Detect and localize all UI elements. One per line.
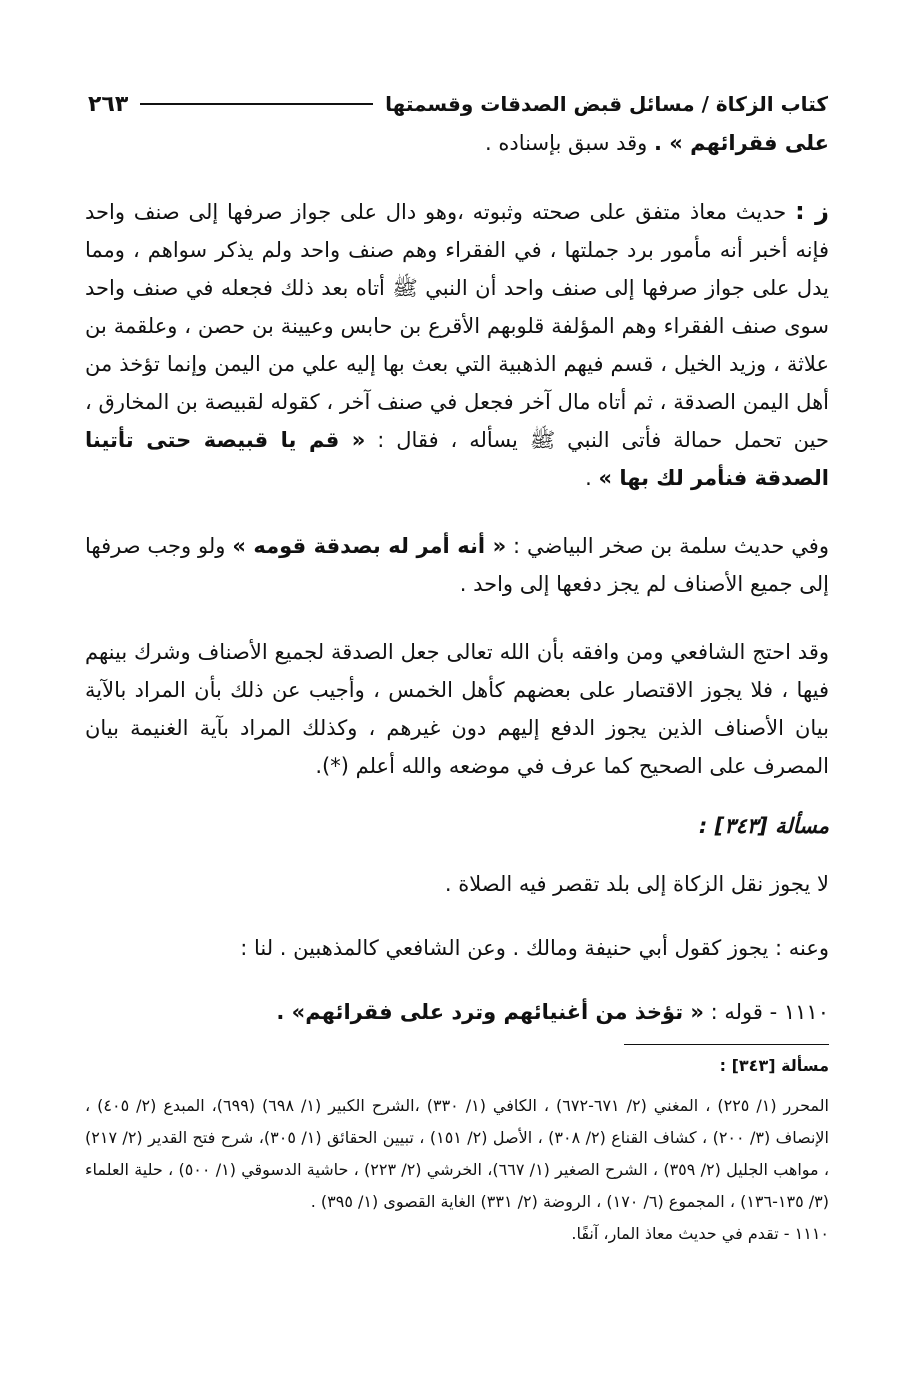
hadith-quote: « أنه أمر له بصدقة قومه »: [232, 534, 507, 558]
footnote-heading: مسألة [٣٤٣] :: [719, 1056, 829, 1075]
footnote-1110: ١١١٠ - تقدم في حديث معاذ المار، آنفًا.: [571, 1224, 829, 1243]
paragraph-zawaid: ز : حديث معاذ متفق على صحته وثبوته ،وهو دال على جواز صرفها إلى صنف واحد فإنه أخبر أنه مأمور برد جملتها ، في الفقراء وهم صنف واحد ولم يذكر سواهم ، ومما يدل على جواز صرفها إلى صنف واحد أن النبي ﷺ أتاه بعد ذلك فجعله في صنف واحد سوى صنف الفقراء وهم المؤلفة قلوبهم الأقرع بن حابس وعيينة بن حصن ، وعلقمة بن علاثة ، وزيد الخيل ، قسم فيهم الذهبية التي بعث بها إليه علي من اليمن وإنما تؤخذ من أهل اليمن الصدقة ، ثم أتاه مال آخر فجعل في صنف آخر ، كقوله لقبيصة بن المخارق ، حين تحمل حمالة فأتى النبي ﷺ يسأله ، فقال : « قم يا قبيصة حتى تأتينا الصدقة فنأمر لك بها » .: [85, 197, 829, 490]
hadith-quote: « قم يا قبيصة حتى تأتينا الصدقة فنأمر لك بها »: [85, 428, 829, 490]
ruling-line: وعنه : يجوز كقول أبي حنيفة ومالك . وعن الشافعي كالمذهبين . لنا :: [240, 936, 829, 960]
running-head: كتاب الزكاة / مسائل قبض الصدقات وقسمتها: [385, 92, 828, 116]
hadith-quote: « تؤخذ من أغنيائهم وترد على فقرائهم» .: [276, 1000, 704, 1024]
page-header: [88, 86, 828, 122]
ruling-line: لا يجوز نقل الزكاة إلى بلد تقصر فيه الصلاة .: [444, 872, 829, 896]
issue-heading: مسألة [٣٤٣] :: [698, 814, 829, 838]
header-rule: [140, 103, 373, 105]
paragraph-shafii: وقد احتج الشافعي ومن وافقه بأن الله تعالى جعل الصدقة لجميع الأصناف وشرك بينهم فيها ، فلا يجوز الاقتصار على بعضهم كأهل الخمس ، وأجيب عن ذلك بأن المراد بالآية بيان الأصناف الذين يجوز الدفع إليهم دون غيرهم ، وكذلك المراد بآية الغنيمة بيان المصرف على الصحيح كما عرف في موضعه والله أعلم (*).: [85, 640, 829, 778]
footnote-divider: [624, 1044, 829, 1045]
main-text: [85, 124, 829, 1031]
page-number: ٢٦٣: [88, 91, 129, 117]
hadith-line: ١١١٠ - قوله : « تؤخذ من أغنيائهم وترد على فقرائهم» .: [276, 1000, 829, 1024]
footnote-references: المحرر (١/ ٢٢٥) ، المغني (٢/ ٦٧١-٦٧٢) ، الكافي (١/ ٣٣٠) ،الشرح الكبير (١/ ٦٩٨) (٦٩٩)، المبدع (٢/ ٤٠٥) ، الإنصاف (٣/ ٢٠٠) ، كشاف القناع (٢/ ٣٠٨) ، الأصل (٢/ ١٥١) ، تبيين الحقائق (١/ ٣٠٥)، شرح فتح القدير (٢/ ٢١٧) ، مواهب الجليل (٢/ ٣٥٩) ، الشرح الصغير (١/ ٦٦٧)، الخرشي (٢/ ٢٢٣) ، حاشية الدسوقي (١/ ٥٠٠) ، حلية العلماء (٣/ ١٣٥-١٣٦) ، المجموع (٦/ ١٧٠) ، الروضة (٢/ ٣٣١) الغاية القصوى (١/ ٣٩٥) .: [85, 1096, 830, 1211]
zawaid-marker: ز :: [795, 197, 829, 225]
continued-line: على فقرائهم » . وقد سبق بإسناده .: [485, 131, 829, 155]
footnotes: [85, 1050, 829, 1250]
paragraph-salama: وفي حديث سلمة بن صخر البياضي : « أنه أمر له بصدقة قومه » ولو وجب صرفها إلى جميع الأصناف لم يجز دفعها إلى واحد .: [85, 534, 829, 596]
